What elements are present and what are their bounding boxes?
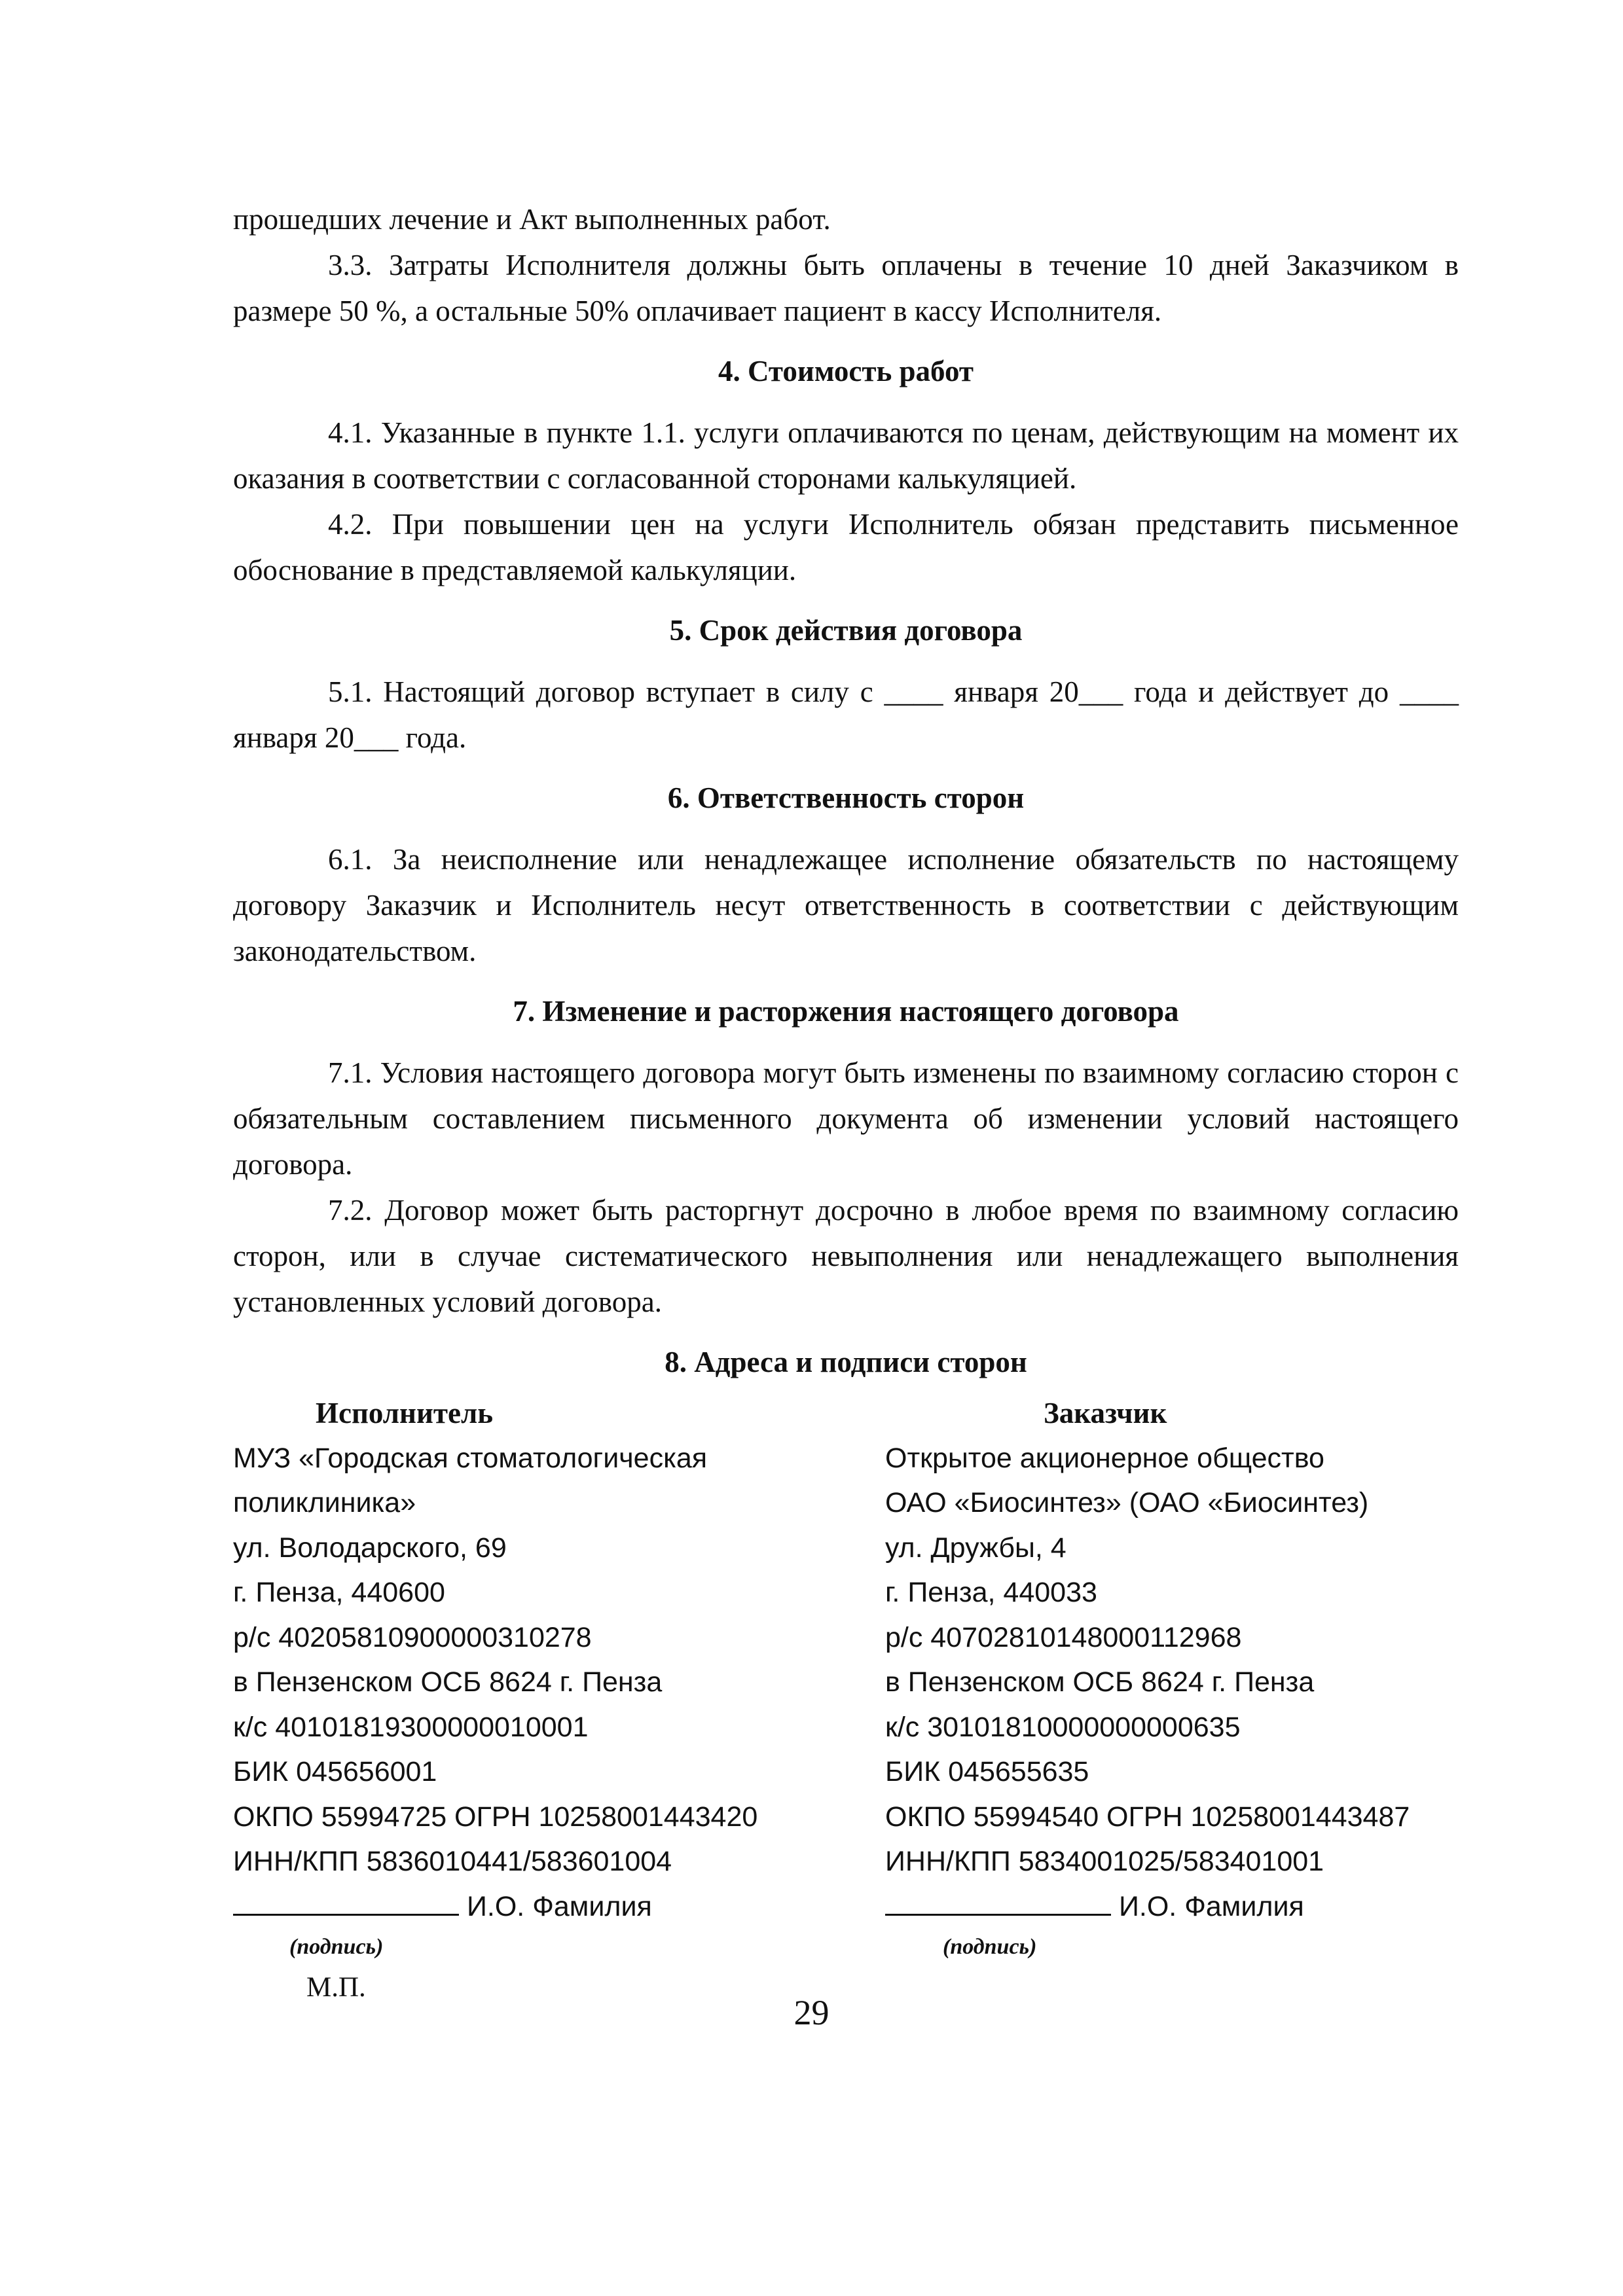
contract-body bbox=[233, 196, 1459, 1401]
customer-line: к/с 30101810000000000635 bbox=[885, 1711, 1241, 1743]
section-heading-8: 8. Адреса и подписи сторон bbox=[665, 1346, 1027, 1378]
executor-title: Исполнитель bbox=[316, 1397, 494, 1429]
section-heading-6: 6. Ответственность сторон bbox=[667, 781, 1025, 814]
section-heading-4: 4. Стоимость работ bbox=[718, 355, 974, 387]
executor-signature-caption: (подпись) bbox=[289, 1935, 384, 1959]
stamp-placeholder: М.П. bbox=[306, 1972, 366, 2003]
section-heading-5: 5. Срок действия договора bbox=[669, 614, 1023, 647]
customer-line: ОКПО 55994540 ОГРН 10258001443487 bbox=[885, 1801, 1410, 1833]
executor-line: к/с 40101819300000010001 bbox=[233, 1711, 589, 1743]
customer-title: Заказчик bbox=[1044, 1397, 1167, 1429]
executor-line: г. Пенза, 440600 bbox=[233, 1577, 445, 1608]
customer-signature-name: И.О. Фамилия bbox=[1119, 1890, 1304, 1922]
paragraph-4-2: 4.2. При повышении цен на услуги Исполнитель обязан представить письменное обоснование в представляемой калькуляции. bbox=[233, 508, 1459, 586]
customer-line: ИНН/КПП 5834001025/583401001 bbox=[885, 1846, 1324, 1877]
customer-line: ОАО «Биосинтез» (ОАО «Биосинтез) bbox=[885, 1487, 1369, 1518]
customer-signature-caption: (подпись) bbox=[943, 1935, 1037, 1959]
signature-line bbox=[233, 1885, 459, 1916]
executor-line: БИК 045656001 bbox=[233, 1756, 437, 1787]
customer-signature-row bbox=[885, 1884, 1540, 1929]
executor-line: ул. Володарского, 69 bbox=[233, 1532, 507, 1564]
paragraph-6-1: 6.1. За неисполнение или ненадлежащее исполнение обязательств по настоящему договору Заказчик и Исполнитель несут ответственность в соответствии с действующим законодательством. bbox=[233, 843, 1459, 967]
page-number: 29 bbox=[793, 1993, 830, 2032]
paragraph-7-2: 7.2. Договор может быть расторгнут досрочно в любое время по взаимному согласию сторон, или в случае систематического невыполнения или ненадлежащего выполнения установленных условий договора. bbox=[233, 1194, 1459, 1318]
customer-line: Открытое акционерное общество bbox=[885, 1442, 1324, 1474]
executor-details bbox=[233, 1391, 888, 2011]
executor-line: р/с 40205810900000310278 bbox=[233, 1621, 592, 1653]
executor-line: ОКПО 55994725 ОГРН 10258001443420 bbox=[233, 1801, 758, 1833]
executor-signature-name: И.О. Фамилия bbox=[467, 1890, 652, 1922]
executor-line: поликлиника» bbox=[233, 1487, 416, 1518]
paragraph-3-3: 3.3. Затраты Исполнителя должны быть оплачены в течение 10 дней Заказчиком в размере 50 %, а остальные 50% оплачивает пациент в кассу Исполнителя. bbox=[233, 249, 1459, 327]
signature-line bbox=[885, 1885, 1111, 1916]
paragraph-3-2-continuation: прошедших лечение и Акт выполненных работ. bbox=[233, 203, 831, 236]
section-heading-7: 7. Изменение и расторжения настоящего договора bbox=[513, 995, 1179, 1028]
customer-line: БИК 045655635 bbox=[885, 1756, 1089, 1787]
customer-details bbox=[885, 1391, 1540, 1965]
executor-line: ИНН/КПП 5836010441/583601004 bbox=[233, 1846, 672, 1877]
customer-line: ул. Дружбы, 4 bbox=[885, 1532, 1067, 1564]
customer-line: г. Пенза, 440033 bbox=[885, 1577, 1097, 1608]
paragraph-7-1: 7.1. Условия настоящего договора могут быть изменены по взаимному согласию сторон с обязательным составлением письменного документа об изменении условий настоящего договора. bbox=[233, 1056, 1459, 1181]
executor-signature-row bbox=[233, 1884, 888, 1929]
paragraph-5-1: 5.1. Настоящий договор вступает в силу с ____ января 20___ года и действует до ____ января 20___ года. bbox=[233, 675, 1459, 754]
customer-line: в Пензенском ОСБ 8624 г. Пенза bbox=[885, 1666, 1315, 1698]
executor-line: в Пензенском ОСБ 8624 г. Пенза bbox=[233, 1666, 663, 1698]
executor-line: МУЗ «Городская стоматологическая bbox=[233, 1442, 708, 1474]
customer-line: р/с 40702810148000112968 bbox=[885, 1621, 1242, 1653]
paragraph-4-1: 4.1. Указанные в пункте 1.1. услуги оплачиваются по ценам, действующим на момент их оказания в соответствии с согласованной сторонами калькуляцией. bbox=[233, 416, 1459, 495]
